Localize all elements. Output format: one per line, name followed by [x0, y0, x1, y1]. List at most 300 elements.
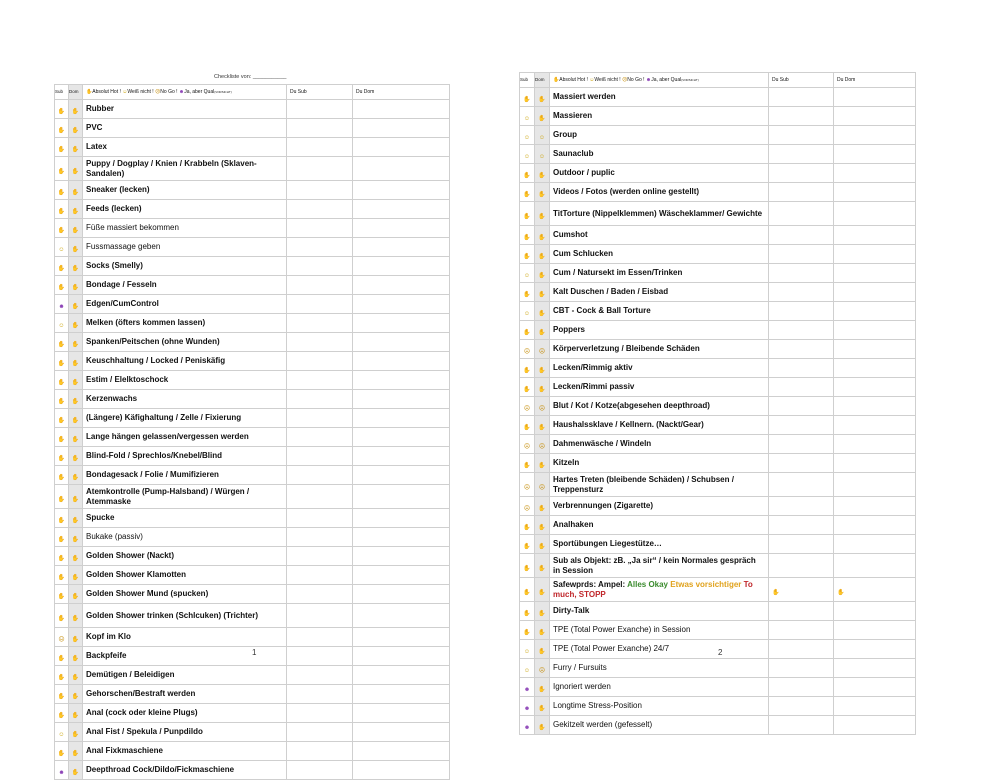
sub-rating [520, 454, 535, 473]
hand-icon: ✋ [57, 556, 66, 562]
item-label: Kopf im Klo [83, 628, 287, 647]
table-row [55, 352, 450, 371]
du-dom-cell [834, 435, 916, 454]
du-sub-cell [769, 283, 834, 302]
safeword-orange: Etwas vorsichtiger [670, 580, 742, 590]
du-dom-cell [834, 126, 916, 145]
table-row [520, 516, 916, 535]
sub-rating [520, 397, 535, 416]
table-row [520, 697, 916, 716]
legend-hot: Absolut Hot ! [559, 76, 588, 83]
dom-rating [535, 340, 550, 359]
dom-rating [69, 466, 83, 485]
du-sub-cell [769, 183, 834, 202]
hand-icon: ✋ [538, 725, 546, 731]
item-label: Bukake (passiv) [83, 528, 287, 547]
sub-rating [55, 509, 69, 528]
du-sub-cell [769, 678, 834, 697]
hand-icon: ✋ [57, 266, 66, 272]
du-dom-cell [834, 640, 916, 659]
table-row [55, 485, 450, 509]
col-dom-label: Dom [69, 88, 79, 94]
dom-rating [535, 264, 550, 283]
table-row [520, 359, 916, 378]
hand-icon: ✋ [57, 594, 66, 600]
hand-icon: ✋ [523, 330, 531, 336]
du-sub-cell [287, 276, 353, 295]
hand-icon: ✋ [71, 575, 80, 581]
sub-rating [520, 416, 535, 435]
dom-rating [69, 157, 83, 181]
smile-icon: ☺ [523, 668, 531, 674]
item-label: Longtime Stress-Position [550, 697, 769, 716]
sub-rating [55, 761, 69, 780]
dom-rating [69, 628, 83, 647]
du-dom-cell [834, 302, 916, 321]
dom-rating [535, 678, 550, 697]
hand-icon: ✋ [71, 615, 80, 622]
table-row [520, 678, 916, 697]
hand-icon: ✋ [57, 399, 66, 405]
du-dom-cell [353, 219, 450, 238]
item-label: Videos / Fotos (werden online gestellt) [550, 183, 769, 202]
item-label: Golden Shower Mund (spucken) [83, 585, 287, 604]
du-sub-cell [769, 435, 834, 454]
du-dom-cell [834, 226, 916, 245]
dom-rating [535, 126, 550, 145]
grimace-icon: ☹ [523, 444, 531, 450]
hand-icon: ✋ [57, 147, 66, 153]
du-dom-cell [353, 547, 450, 566]
table-row [520, 164, 916, 183]
hand-icon: ✋ [57, 518, 66, 524]
dom-rating [535, 621, 550, 640]
hand-icon: ✋ [538, 192, 546, 198]
item-label: TPE (Total Power Exanche) 24/7 [550, 640, 769, 659]
column-header-dom [69, 85, 83, 100]
du-dom-cell [353, 685, 450, 704]
hand-icon: ✋ [57, 694, 66, 700]
devil-icon: ☻ [523, 725, 531, 731]
hand-icon: ✋ [57, 380, 66, 386]
dom-rating [535, 359, 550, 378]
sub-rating [55, 704, 69, 723]
item-label: Kalt Duschen / Baden / Eisbad [550, 283, 769, 302]
dom-rating [69, 119, 83, 138]
du-sub-cell [287, 447, 353, 466]
sub-rating [55, 200, 69, 219]
table-row [520, 435, 916, 454]
item-label: Atemkontrolle (Pump-Halsband) / Würgen / Atemmaske [83, 485, 287, 509]
du-sub-cell [287, 428, 353, 447]
hand-icon: ✋ [71, 109, 80, 115]
sub-rating [55, 485, 69, 509]
du-dom-cell [353, 314, 450, 333]
item-label: Cumshot [550, 226, 769, 245]
sub-rating [520, 283, 535, 302]
sub-rating [55, 333, 69, 352]
item-label: Saunaclub [550, 145, 769, 164]
hand-icon: ✋ [71, 361, 80, 367]
du-sub-cell [287, 604, 353, 628]
hand-icon: ✋ [71, 399, 80, 405]
du-sub-cell [769, 107, 834, 126]
table-row [55, 257, 450, 276]
hand-icon: ✋ [772, 589, 780, 596]
hand-icon: ✋ [71, 380, 80, 386]
du-dom-cell [353, 200, 450, 219]
sub-rating [520, 126, 535, 145]
du-dom-cell [834, 602, 916, 621]
du-dom-cell [834, 359, 916, 378]
du-sub-cell [769, 578, 834, 602]
dom-rating [69, 547, 83, 566]
dom-rating [69, 566, 83, 585]
sub-rating [520, 378, 535, 397]
sub-rating [520, 435, 535, 454]
legend-qual: Ja, aber Qual [184, 88, 215, 95]
table-row [55, 466, 450, 485]
sub-rating [55, 157, 69, 181]
col-dom-label: Dom [535, 76, 545, 82]
du-dom-cell [834, 659, 916, 678]
dom-rating [69, 509, 83, 528]
dom-rating [69, 742, 83, 761]
hand-icon: ✋ [523, 611, 531, 617]
sub-rating [520, 516, 535, 535]
du-dom-cell [353, 585, 450, 604]
table-row [55, 666, 450, 685]
sub-rating [55, 119, 69, 138]
du-dom-cell [834, 321, 916, 340]
table-row [55, 276, 450, 295]
du-dom-cell [353, 742, 450, 761]
safeword-red: To much, STOPP [553, 580, 753, 599]
du-sub-cell [769, 621, 834, 640]
table-row [520, 183, 916, 202]
grimace-icon: ☹ [523, 406, 531, 412]
item-label: Sub als Objekt: zB. „Ja sir“ / kein Normales gespräch in Session [550, 554, 769, 578]
dom-rating [69, 295, 83, 314]
page-number: 1 [252, 648, 257, 657]
dom-rating [535, 145, 550, 164]
table-row [520, 621, 916, 640]
du-sub-cell [287, 528, 353, 547]
checklist-title: Checkliste von: ___________ [214, 74, 287, 80]
hand-icon: ✋ [538, 116, 546, 122]
sub-rating [520, 659, 535, 678]
sub-rating [520, 578, 535, 602]
dom-rating [535, 183, 550, 202]
smile-icon: ☺ [58, 247, 65, 253]
table-row [520, 264, 916, 283]
table-row [55, 390, 450, 409]
sub-rating [55, 409, 69, 428]
item-label: Hartes Treten (bleibende Schäden) / Schubsen / Treppensturz [550, 473, 769, 497]
du-sub-cell [287, 181, 353, 200]
dom-rating [69, 371, 83, 390]
du-dom-cell [353, 257, 450, 276]
item-label: Füße massiert bekommen [83, 219, 287, 238]
du-dom-cell [834, 283, 916, 302]
du-dom-cell [353, 409, 450, 428]
item-label: Analhaken [550, 516, 769, 535]
legend-hot: Absolut Hot ! [92, 88, 121, 95]
sub-rating [520, 697, 535, 716]
item-label: Massiert werden [550, 88, 769, 107]
item-label: Bondagesack / Folie / Mumifizieren [83, 466, 287, 485]
dom-rating [69, 685, 83, 704]
table-row [520, 245, 916, 264]
hand-icon: ✋ [71, 266, 80, 272]
table-row [520, 416, 916, 435]
sub-rating [55, 742, 69, 761]
table-row [55, 219, 450, 238]
grimace-icon: ☹ [538, 484, 546, 491]
du-dom-cell [834, 473, 916, 497]
sub-rating [520, 302, 535, 321]
hand-icon: ✋ [71, 190, 80, 196]
grimace-icon: ☹ [538, 349, 546, 355]
du-dom-cell [353, 181, 450, 200]
item-label: PVC [83, 119, 287, 138]
sub-rating [55, 547, 69, 566]
sub-rating [55, 723, 69, 742]
hand-icon: ✋ [538, 630, 546, 636]
hand-icon: ✋ [71, 675, 80, 681]
dom-rating [535, 378, 550, 397]
hand-icon: ✋ [57, 168, 66, 175]
item-label: Socks (Smelly) [83, 257, 287, 276]
du-dom-cell [834, 554, 916, 578]
hand-icon: ✋ [57, 575, 66, 581]
legend-ok: Weiß nicht ! [594, 76, 621, 83]
item-label: Poppers [550, 321, 769, 340]
hand-icon: ✋ [71, 694, 80, 700]
du-dom-cell [834, 264, 916, 283]
column-header-du-sub: Du Sub [769, 73, 834, 88]
sub-rating [55, 628, 69, 647]
du-sub-cell [287, 295, 353, 314]
du-dom-cell [353, 352, 450, 371]
sub-rating [55, 428, 69, 447]
hand-icon: ✋ [57, 190, 66, 196]
du-sub-cell [769, 454, 834, 473]
dom-rating [69, 314, 83, 333]
dom-rating [535, 716, 550, 735]
sub-rating [55, 138, 69, 157]
table-row [55, 723, 450, 742]
hand-icon: ✋ [57, 675, 66, 681]
dom-rating [535, 578, 550, 602]
item-label: TPE (Total Power Exanche) in Session [550, 621, 769, 640]
item-label: Sneaker (lecken) [83, 181, 287, 200]
table-row [520, 145, 916, 164]
smile-icon: ☺ [523, 135, 531, 141]
hand-icon: ✋ [57, 437, 66, 443]
sub-rating [520, 183, 535, 202]
sub-rating [55, 276, 69, 295]
grimace-icon: ☹ [155, 88, 161, 95]
du-dom-cell [834, 535, 916, 554]
hand-icon: ✋ [71, 147, 80, 153]
smile-icon: ☺ [523, 311, 531, 317]
du-dom-cell [834, 378, 916, 397]
du-sub-cell [287, 409, 353, 428]
hand-icon: ✋ [538, 330, 546, 336]
du-sub-cell [769, 245, 834, 264]
dom-rating [69, 761, 83, 780]
hand-icon: ✋ [523, 589, 531, 596]
item-label: Haushalssklave / Kellnern. (Nackt/Gear) [550, 416, 769, 435]
sub-rating [55, 295, 69, 314]
smile-icon: ☺ [523, 116, 531, 122]
hand-icon: ✋ [538, 589, 546, 596]
sub-rating [520, 621, 535, 640]
du-sub-cell [769, 640, 834, 659]
du-sub-cell [287, 509, 353, 528]
dom-rating [535, 602, 550, 621]
dom-rating [535, 640, 550, 659]
dom-rating [69, 604, 83, 628]
dom-rating [69, 352, 83, 371]
dom-rating [69, 333, 83, 352]
table-row [55, 409, 450, 428]
table-row [55, 428, 450, 447]
sub-rating [55, 585, 69, 604]
sub-rating [55, 566, 69, 585]
hand-icon: ✋ [71, 594, 80, 600]
hand-icon: ✋ [538, 525, 546, 531]
du-sub-cell [769, 359, 834, 378]
dom-rating [535, 321, 550, 340]
item-label: Golden Shower (Nackt) [83, 547, 287, 566]
du-sub-cell [287, 119, 353, 138]
du-dom-cell [353, 666, 450, 685]
table-row [520, 126, 916, 145]
smile-icon: ☺ [538, 135, 546, 141]
du-sub-cell [287, 704, 353, 723]
hand-icon: ✋ [538, 254, 546, 260]
safeword-green: Alles Okay [627, 580, 669, 590]
table-row [520, 88, 916, 107]
du-dom-cell [834, 202, 916, 226]
du-sub-cell [287, 466, 353, 485]
column-header-du-dom: Du Dom [834, 73, 916, 88]
smile-icon: ☺ [58, 732, 65, 738]
du-sub-cell [287, 157, 353, 181]
item-label: Anal (cock oder kleine Plugs) [83, 704, 287, 723]
du-dom-cell [353, 509, 450, 528]
item-label: Lange hängen gelassen/vergessen werden [83, 428, 287, 447]
hand-icon: ✋ [71, 228, 80, 234]
du-dom-cell [353, 761, 450, 780]
grimace-icon: ☹ [58, 637, 65, 643]
item-label: Outdoor / puplic [550, 164, 769, 183]
du-dom-cell [834, 183, 916, 202]
dom-rating [535, 454, 550, 473]
hand-icon: ✋ [57, 342, 66, 348]
item-label: Blind-Fold / Sprechlos/Knebel/Blind [83, 447, 287, 466]
sub-rating [55, 685, 69, 704]
sub-rating [55, 447, 69, 466]
hand-icon: ✋ [523, 213, 531, 220]
legend-qual: Ja, aber Qual [651, 76, 682, 83]
grimace-icon: ☹ [538, 668, 546, 674]
smile-icon: ☺ [122, 88, 128, 95]
du-sub-cell [769, 264, 834, 283]
table-row [520, 226, 916, 245]
item-label: Deepthroad Cock/Dildo/Fickmaschiene [83, 761, 287, 780]
item-label: Sportübungen Liegestütze… [550, 535, 769, 554]
sub-rating [520, 716, 535, 735]
item-label: Group [550, 126, 769, 145]
du-dom-cell [834, 416, 916, 435]
dom-rating [69, 200, 83, 219]
column-header-du-dom: Du Dom [353, 85, 450, 100]
item-label: Lecken/Rimmi passiv [550, 378, 769, 397]
item-label: Cum Schlucken [550, 245, 769, 264]
sub-rating [55, 371, 69, 390]
dom-rating [535, 659, 550, 678]
du-sub-cell [769, 340, 834, 359]
item-label: Ignoriert werden [550, 678, 769, 697]
table-row [55, 119, 450, 138]
du-dom-cell [834, 145, 916, 164]
hand-icon: ✋ [71, 247, 80, 253]
table-row [520, 554, 916, 578]
table-row [520, 302, 916, 321]
hand-icon: ✋ [57, 285, 66, 291]
sub-rating [520, 554, 535, 578]
hand-icon: ✋ [71, 304, 80, 310]
dom-rating [535, 88, 550, 107]
sub-rating [55, 390, 69, 409]
du-dom-cell [353, 138, 450, 157]
hand-icon: ✋ [538, 173, 546, 179]
column-header-sub [520, 73, 535, 88]
table-row [55, 138, 450, 157]
hand-icon: ✋ [523, 425, 531, 431]
table-row [520, 535, 916, 554]
item-label: Lecken/Rimmig aktiv [550, 359, 769, 378]
hand-icon: ✋ [71, 342, 80, 348]
du-dom-cell [834, 578, 916, 602]
sub-rating [520, 602, 535, 621]
item-label: Furry / Fursuits [550, 659, 769, 678]
table-row [520, 378, 916, 397]
dom-rating [69, 428, 83, 447]
du-dom-cell [834, 164, 916, 183]
sub-rating [55, 314, 69, 333]
item-label: Latex [83, 138, 287, 157]
dom-rating [69, 528, 83, 547]
dom-rating [69, 100, 83, 119]
hand-icon: ✋ [523, 565, 531, 572]
item-label: Dirty-Talk [550, 602, 769, 621]
sub-rating [520, 678, 535, 697]
dom-rating [535, 554, 550, 578]
du-sub-cell [769, 88, 834, 107]
hand-icon: ✋ [57, 128, 66, 134]
item-label: Dahmenwäsche / Windeln [550, 435, 769, 454]
col-sub-label: Sub [520, 76, 529, 82]
item-label: Spucke [83, 509, 287, 528]
sub-rating [55, 238, 69, 257]
item-label: Anal Fixkmaschiene [83, 742, 287, 761]
table-row [55, 100, 450, 119]
legend-ok: Weiß nicht ! [127, 88, 154, 95]
